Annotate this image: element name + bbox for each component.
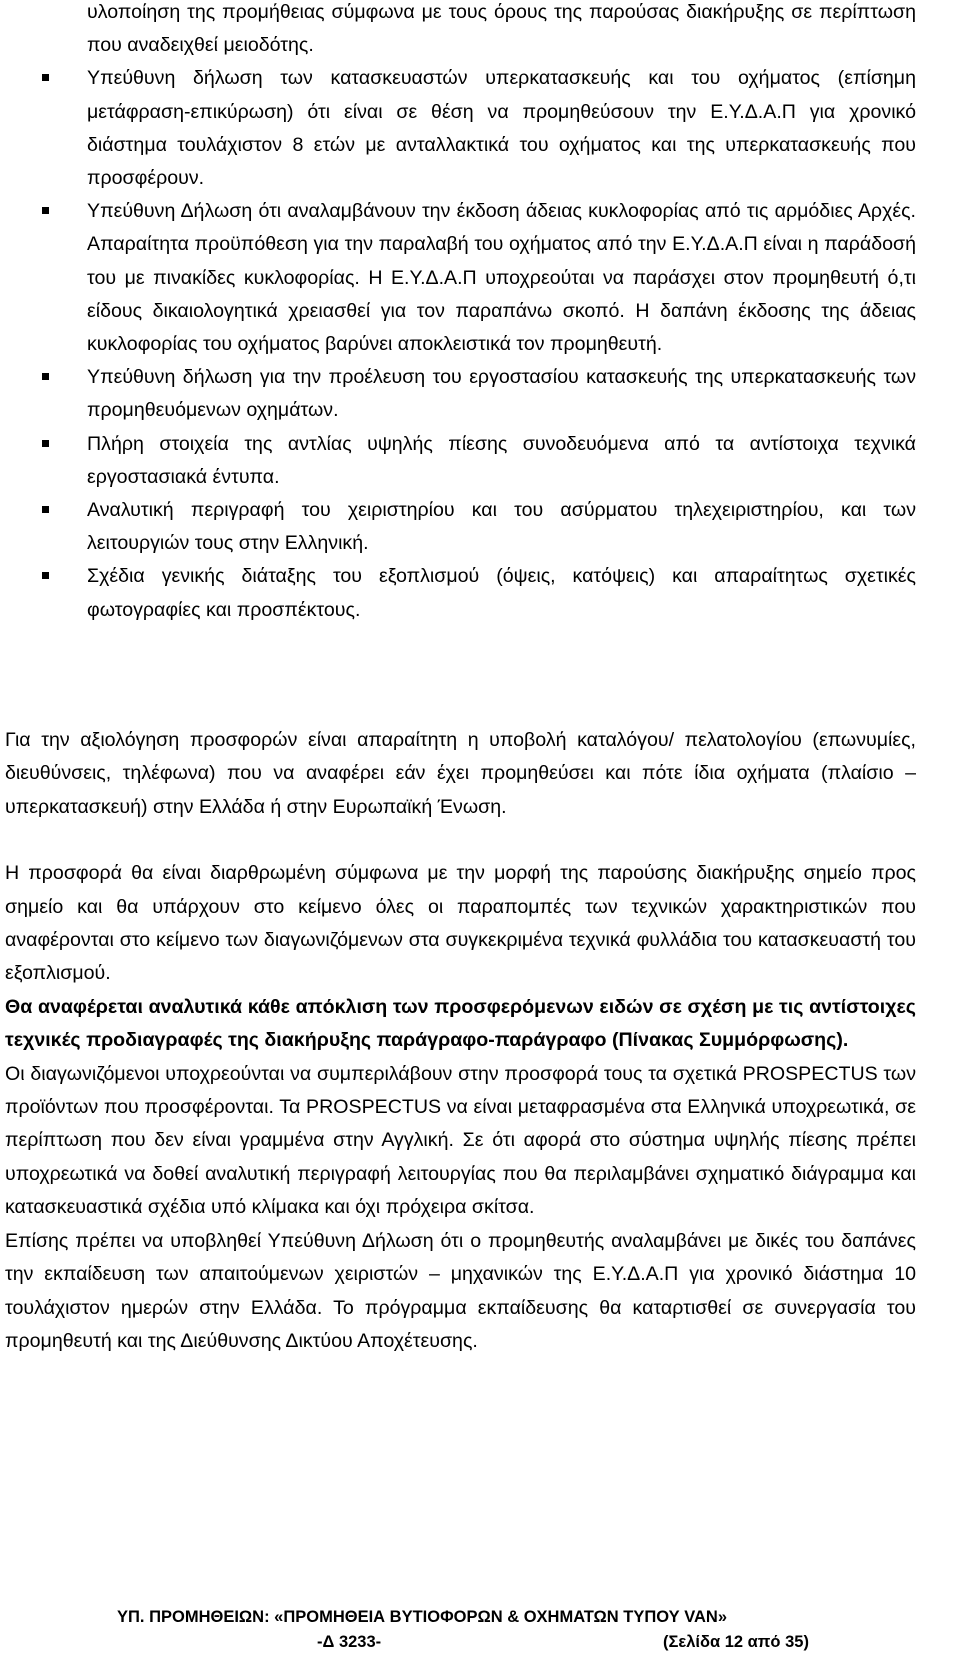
list-item-text: Αναλυτική περιγραφή του χειριστηρίου και του ασύρματου τηλεχειριστηρίου, και των λειτουργιών τους στην Ελληνική. (87, 499, 916, 555)
list-item (38, 62, 916, 195)
list-item (38, 361, 916, 427)
list-item (38, 428, 916, 494)
square-bullet-icon (42, 440, 49, 447)
paragraph-training: Επίσης πρέπει να υποβληθεί Υπεύθυνη Δήλωση ότι ο προμηθευτής αναλαμβάνει με δικές του δαπάνες την εκπαίδευση των απαιτούμενων χειριστών – μηχανικών της Ε.Υ.Δ.Α.Π για χρονικό διάστημα 10 τουλάχιστον ημερών στην Ελλάδα. Το πρόγραμμα εκπαίδευσης θα καταρτισθεί σε συνεργασία του προμηθευτή και της Διεύθυνσης Δικτύου Αποχέτευσης. (5, 1229, 916, 1352)
requirements-list (38, 0, 916, 627)
list-item-text: Σχέδια γενικής διάταξης του εξοπλισμού (όψεις, κατόψεις) και απαραίτητως σχετικές φωτογραφίες και προσπέκτους. (87, 565, 916, 621)
square-bullet-icon (42, 207, 49, 214)
list-item (38, 560, 916, 626)
square-bullet-icon (42, 506, 49, 513)
list-item-text: Υπεύθυνη δήλωση των κατασκευαστών υπερκατασκευής και του οχήματος (επίσημη μετάφραση-επικύρωση) ότι είναι σε θέση να προμηθεύσουν την Ε.Υ.Δ.Α.Π για χρονικό διάστημα τουλάχιστον 8 ετών με ανταλλακτικά του οχήματος και της υπερκατασκευής που προσφέρουν. (87, 67, 916, 190)
paragraph-prospectus: Οι διαγωνιζόμενοι υποχρεούνται να συμπεριλάβουν στην προσφορά τους τα σχετικά PROSPECTUS των προϊόντων που προσφέρονται. Τα PROSPECTUS να είναι μεταφρασμένα στα Ελληνικά υποχρεωτικά, σε περίπτωση που δεν είναι γραμμένα στην Αγγλική. Σε ότι αφορά στο σύστημα υψηλής πίεσης πρέπει υποχρεωτικά να δοθεί αναλυτική περιγραφή λειτουργίας που θα περιλαμβάνει σχηματικό διάγραμμα και κατασκευαστικά σχέδια υπό κλίμακα και όχι πρόχειρα σκίτσα. (5, 1062, 916, 1219)
footer-code: -Δ 3233- (317, 1633, 382, 1651)
continuation-text: υλοποίηση της προμήθειας σύμφωνα με τους όρους της παρούσας διακήρυξης σε περίπτωση που αναδειχθεί μειοδότης. (87, 1, 916, 57)
list-item (38, 195, 916, 361)
list-item-text: Υπεύθυνη δήλωση για την προέλευση του εργοστασίου κατασκευής της υπερκατασκευής των προμηθευόμενων οχημάτων. (87, 366, 916, 422)
list-item-text: Πλήρη στοιχεία της αντλίας υψηλής πίεσης συνοδευόμενα από τα αντίστοιχα τεχνικά εργοστασιακά έντυπα. (87, 432, 916, 488)
square-bullet-icon (42, 74, 49, 81)
paragraph-compliance: Θα αναφέρεται αναλυτικά κάθε απόκλιση των προσφερόμενων ειδών σε σχέση με τις αντίστοιχες τεχνικές προδιαγραφές της διακήρυξης παράγραφο-παράγραφο (Πίνακας Συμμόρφωσης). (5, 995, 916, 1052)
list-item-text: Υπεύθυνη Δήλωση ότι αναλαμβάνουν την έκδοση άδειας κυκλοφορίας από τις αρμόδιες Αρχές. Απαραίτητα προϋπόθεση για την παραλαβή του οχήματος από την Ε.Υ.Δ.Α.Π είναι η παράδοσή του με πινακίδες κυκλοφορίας. Η Ε.Υ.Δ.Α.Π υποχρεούται να παράσχει στον προμηθευτή ό,τι είδους δικαιολογητικά χρειασθεί για τον παραπάνω σκοπό. Η δαπάνη έκδοσης της άδειας κυκλοφορίας του οχήματος βαρύνει αποκλειστικά τον προμηθευτή. (87, 200, 916, 356)
footer-title: ΥΠ. ΠΡΟΜΗΘΕΙΩΝ: «ΠΡΟΜΗΘΕΙΑ ΒΥΤΙΟΦΟΡΩΝ & ΟΧΗΜΑΤΩΝ ΤΥΠΟΥ VAN» (117, 1608, 728, 1626)
paragraph-catalogue: Για την αξιολόγηση προσφορών είναι απαραίτητη η υποβολή καταλόγου/ πελατολογίου (επωνυμίες, διευθύνσεις, τηλέφωνα) που να αναφέρει εάν έχει προμηθεύσει και πότε ίδια οχήματα (πλαίσιο – υπερκατασκευή) στην Ελλάδα ή στην Ευρωπαϊκή Ένωση. (5, 729, 916, 818)
body-text (5, 724, 916, 1358)
page-number: (Σελίδα 12 από 35) (663, 1633, 809, 1651)
square-bullet-icon (42, 572, 49, 579)
list-item (38, 494, 916, 560)
paragraph-structure: Η προσφορά θα είναι διαρθρωμένη σύμφωνα με την μορφή της παρούσης διακήρυξης σημείο προς σημείο και θα υπάρχουν στο κείμενο όλες οι παραπομπές των τεχνικών χαρακτηριστικών που αναφέρονται στο κείμενο των διαγωνιζόμενων στα συγκεκριμένα τεχνικά φυλλάδια του κατασκευαστή του εξοπλισμού. (5, 862, 916, 985)
square-bullet-icon (42, 373, 49, 380)
